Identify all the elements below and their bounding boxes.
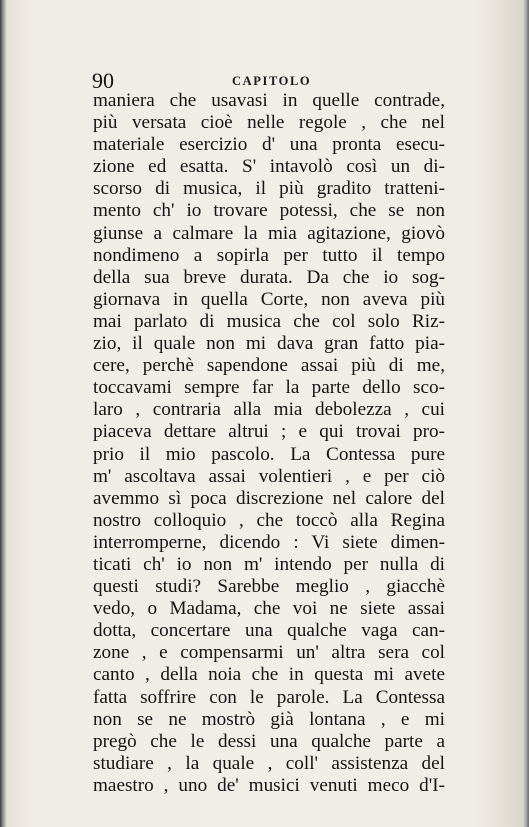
text-line: interromperne, dicendo : Vi siete dimen- — [93, 531, 445, 553]
text-line: ticati ch' io non m' intendo per nulla di — [93, 553, 445, 575]
page-edge-shadow — [523, 0, 529, 827]
text-line: mento ch' io trovare potessi, che se non — [93, 200, 445, 222]
text-line: questi studi? Sarebbe meglio , giacchè — [93, 576, 445, 598]
text-line: studiare , la quale , coll' assistenza del — [93, 752, 445, 774]
text-line: laro , contraria alla mia debolezza , cui — [93, 399, 445, 421]
text-line: zio, il quale non mi dava gran fatto pia- — [93, 333, 445, 355]
page-number: 90 — [92, 68, 114, 93]
text-line: piaceva dettare altrui ; e qui trovai pro- — [93, 421, 445, 443]
text-line: fatta soffrire con le parole. La Contessa — [93, 686, 445, 708]
text-line: zione ed esatta. S' intavolò così un di- — [93, 156, 445, 178]
text-line: avemmo sì poca discrezione nel calore del — [93, 487, 445, 509]
text-line: giornava in quella Corte, non aveva più — [93, 288, 445, 310]
text-line: prio il mio pascolo. La Contessa pure — [93, 443, 445, 465]
text-line: maestro , uno de' musici venuti meco d'I- — [93, 774, 445, 796]
text-line: nostro colloquio , che toccò alla Regina — [93, 509, 445, 531]
text-line: non se ne mostrò già lontana , e mi — [93, 708, 445, 730]
text-line: cere, perchè sapendone assai più di me, — [93, 355, 445, 377]
text-line: pregò che le dessi una qualche parte a — [93, 730, 445, 752]
text-line: m' ascoltava assai volentieri , e per ciò — [93, 465, 445, 487]
page-binding-shadow — [0, 0, 7, 827]
text-line: vedo, o Madama, che voi ne siete assai — [93, 598, 445, 620]
text-line: toccavami sempre far la parte dello sco- — [93, 377, 445, 399]
text-line: giunse a calmare la mia agitazione, giovò — [93, 222, 445, 244]
text-line: più versata cioè nelle regole , che nel — [93, 112, 445, 134]
text-line: della sua breve durata. Da che io sog- — [93, 266, 445, 288]
text-line: nondimeno a sopirla per tutto il tempo — [93, 244, 445, 266]
text-line: scorso di musica, il più gradito tratteni- — [93, 178, 445, 200]
text-line: maniera che usavasi in quelle contrade, — [93, 90, 445, 111]
text-line: canto , della noia che in questa mi avete — [93, 664, 445, 686]
text-line: materiale esercizio d' una pronta esecu- — [93, 134, 445, 156]
running-head: CAPITOLO — [232, 74, 312, 88]
text-line: zone , e compensarmi un' altra sera col — [93, 642, 445, 664]
body-text — [93, 90, 445, 797]
text-line: dotta, concertare una qualche vaga can- — [93, 620, 445, 642]
text-line: mai parlato di musica che col solo Riz- — [93, 310, 445, 332]
